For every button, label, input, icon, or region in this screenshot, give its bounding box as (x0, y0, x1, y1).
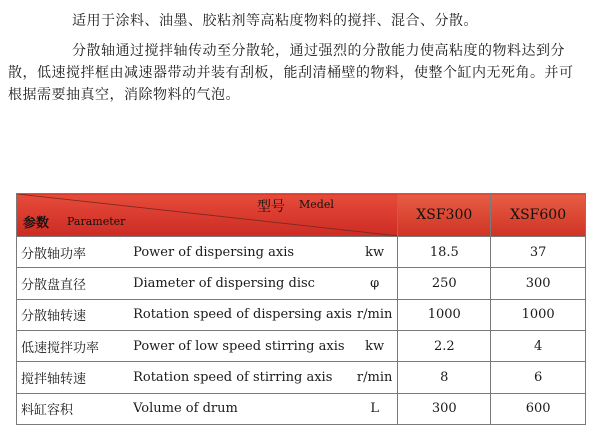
value-xsf600: 37 (491, 236, 586, 267)
value-xsf300: 2.2 (398, 330, 491, 361)
param-name-cn: 搅拌轴转速 (17, 362, 134, 393)
table-row (17, 330, 586, 361)
value-xsf600: 300 (491, 268, 586, 299)
param-name-cn: 料缸容积 (17, 393, 134, 424)
param-name-cn: 低速搅拌功率 (17, 330, 134, 361)
param-name-en: Rotation speed of stirring axis (133, 362, 352, 393)
param-name-cn: 分散轴功率 (17, 236, 134, 267)
param-label-en: Parameter (67, 215, 126, 228)
table-row (17, 393, 586, 424)
model-header-xsf600: XSF600 (491, 194, 586, 237)
value-xsf300: 8 (398, 362, 491, 393)
model-label-cn: 型号 (257, 199, 285, 215)
value-xsf300: 250 (398, 268, 491, 299)
value-xsf300: 1000 (398, 299, 491, 330)
param-name-cn: 分散盘直径 (17, 268, 134, 299)
model-header-xsf300: XSF300 (398, 194, 491, 237)
param-name-en: Power of low speed stirring axis (133, 330, 352, 361)
value-xsf600: 4 (491, 330, 586, 361)
value-xsf600: 1000 (491, 299, 586, 330)
table-row (17, 236, 586, 267)
param-unit: r/min (352, 362, 398, 393)
param-unit: φ (352, 268, 398, 299)
spec-table (16, 193, 586, 425)
param-name-en: Power of dispersing axis (133, 236, 352, 267)
param-unit: kw (352, 330, 398, 361)
spec-table-header (17, 194, 586, 237)
value-xsf300: 300 (398, 393, 491, 424)
intro-paragraph-1: 适用于涂料、油墨、胶粘剂等高粘度物料的搅拌、混合、分散。 (72, 13, 478, 29)
value-xsf600: 6 (491, 362, 586, 393)
intro-paragraph-2: 分散轴通过搅拌轴传动至分散轮，通过强烈的分散能力使高粘度的物料达到分散，低速搅拌框由减速器带动并装有刮板，能刮清桶壁的物料，使整个缸内无死角。并可根据需要抽真空，消除物料的气泡。 (8, 43, 574, 103)
param-unit: kw (352, 236, 398, 267)
value-xsf300: 18.5 (398, 236, 491, 267)
table-row (17, 299, 586, 330)
param-unit: r/min (352, 299, 398, 330)
table-row (17, 362, 586, 393)
param-name-en: Diameter of dispersing disc (133, 268, 352, 299)
model-label-en: Medel (299, 198, 334, 211)
param-name-cn: 分散轴转速 (17, 299, 134, 330)
param-label-cn: 参数 (23, 216, 50, 231)
table-row (17, 268, 586, 299)
value-xsf600: 600 (491, 393, 586, 424)
param-name-en: Rotation speed of dispersing axis (133, 299, 352, 330)
param-name-en: Volume of drum (133, 393, 352, 424)
param-model-header-cell (17, 194, 398, 237)
param-unit: L (352, 393, 398, 424)
